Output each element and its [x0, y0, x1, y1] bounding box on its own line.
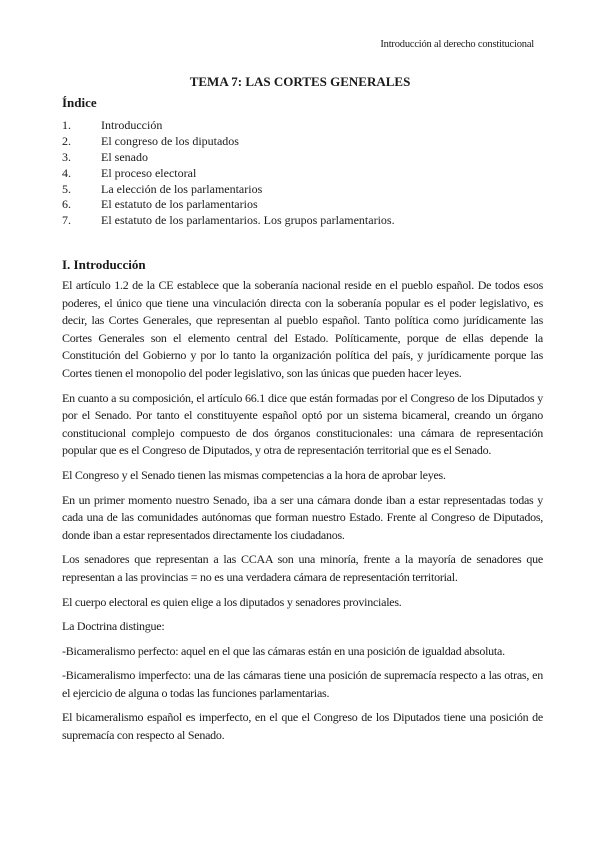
toc-number: 1.: [62, 118, 71, 132]
toc-item: [62, 118, 542, 134]
paragraph: En cuanto a su composición, el artículo 66.1 dice que están formadas por el Congreso de los Diputados y por el Senado. Por tanto el constituyente español optó por un sistema bicameral, creando un órgano constitucional complejo compuesto de dos órganos constitucionales: una cámara de representación popular que es el Congreso de Diputados, y otra de representación territorial que es el Senado.: [62, 390, 543, 458]
index-heading: Índice: [62, 95, 97, 110]
toc-number: 7.: [62, 213, 71, 228]
paragraph: -Bicameralismo imperfecto: una de las cámaras tiene una posición de supremacía respecto a las otras, en el ejercicio de alguna o todas las funciones parlamentarias.: [62, 668, 543, 700]
toc-number: 5.: [62, 181, 71, 196]
toc-item: [62, 182, 542, 198]
paragraph: El bicameralismo español es imperfecto, en el que el Congreso de los Diputados tiene una posición de supremacía con respecto al Senado.: [62, 710, 543, 743]
toc-number: 4.: [62, 165, 71, 180]
toc-item: [62, 213, 542, 229]
toc-item: [62, 134, 542, 150]
paragraph: El artículo 1.2 de la CE establece que la soberanía nacional reside en el pueblo español. De todos esos poderes, el único que tiene una vinculación directa con la soberanía popular es el poder legislativo, es decir, las Cortes Generales, que representan al pueblo español. Tanto política como jurídicamente las Cortes Generales son el elemento central del Estado. Políticamente, porque de ellas depende la Constitución del Gobierno y por lo tanto la organización política del país, y jurídicamente porque las Cortes tienen el monopolio del poder legislativo, son las únicas que pueden hacer leyes.: [62, 278, 543, 380]
toc-item: [62, 166, 542, 182]
paragraph: La Doctrina distingue:: [62, 619, 165, 634]
toc-item: [62, 150, 542, 166]
toc-number: 2.: [62, 133, 71, 148]
running-header: Introducción al derecho constitucional: [380, 39, 534, 50]
toc-label: El estatuto de los parlamentarios: [101, 197, 258, 212]
body-text: [62, 277, 543, 752]
toc-item: [62, 197, 542, 213]
toc-label: La elección de los parlamentarios: [101, 181, 263, 196]
paragraph: En un primer momento nuestro Senado, iba a ser una cámara donde iban a estar representadas todas y cada una de las comunidades autónomas que forman nuestro Estado. Frente al Congreso de Diputados, donde iban a estar representados directamente los ciudadanos.: [62, 492, 543, 542]
document-title: TEMA 7: LAS CORTES GENERALES: [189, 74, 411, 89]
toc-number: 3.: [62, 149, 71, 164]
paragraph: Los senadores que representan a las CCAA son una minoría, frente a la mayoría de senadores que representan a las provincias = no es una verdadera cámara de representación territorial.: [62, 552, 543, 584]
toc-label: El estatuto de los parlamentarios. Los grupos parlamentarios.: [101, 213, 395, 228]
toc-number: 6.: [62, 197, 71, 212]
section-heading: I. Introducción: [62, 257, 146, 272]
paragraph: El Congreso y el Senado tienen las mismas competencias a la hora de aprobar leyes.: [62, 467, 446, 482]
paragraph: -Bicameralismo perfecto: aquel en el que las cámaras están en una posición de igualdad absoluta.: [62, 643, 505, 658]
paragraph: El cuerpo electoral es quien elige a los diputados y senadores provinciales.: [62, 594, 402, 609]
toc-label: El proceso electoral: [101, 165, 197, 180]
toc-label: El senado: [101, 149, 148, 164]
table-of-contents: [62, 118, 542, 229]
toc-label: El congreso de los diputados: [101, 133, 239, 148]
toc-label: Introducción: [101, 118, 163, 132]
